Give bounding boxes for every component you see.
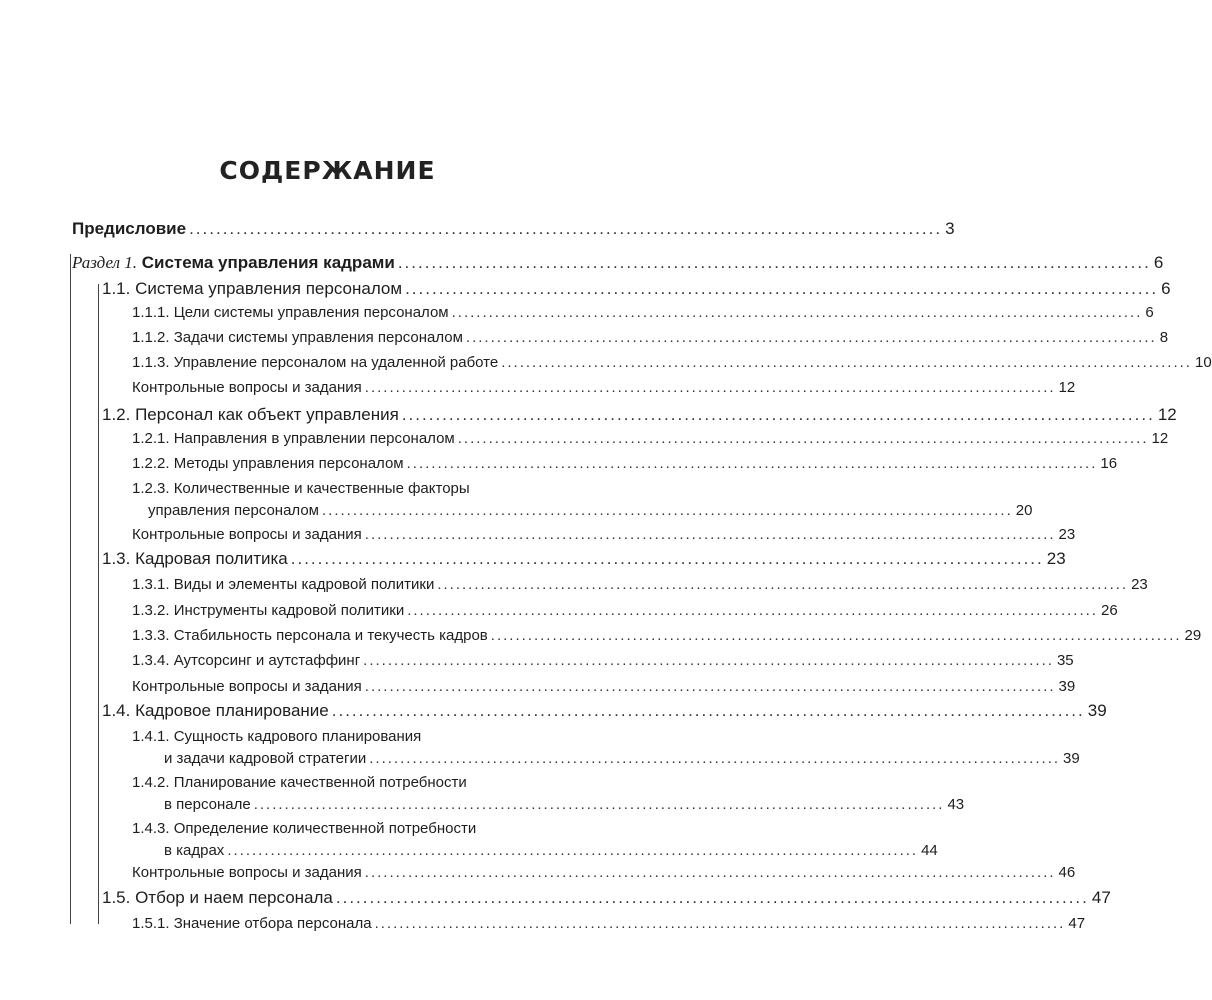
toc-entry-review-questions[interactable]	[132, 524, 1076, 550]
toc-entry-label: 1.3.2. Инструменты кадровой политики	[132, 602, 405, 619]
toc-entry-label-continued: управления персоналом	[148, 502, 319, 519]
toc-entry-section[interactable]	[72, 252, 1164, 278]
toc-page-number: 23	[1046, 549, 1066, 568]
toc-entry-label: 1.5.1. Значение отбора персонала	[132, 915, 372, 932]
leader-dots: ................................................................................................................	[290, 549, 1044, 568]
toc-entry-subchapter[interactable]	[132, 772, 965, 818]
toc-entry-label: 1.1.3. Управление персоналом на удаленной работе	[132, 354, 499, 371]
toc-entry-label: 1.4.3. Определение количественной потребности	[132, 820, 477, 837]
leader-dots: ................................................................................................................	[465, 329, 1157, 346]
toc-entry-label: 1.3.1. Виды и элементы кадровой политики	[132, 576, 435, 593]
toc-entry-chapter[interactable]	[102, 700, 1107, 726]
toc-entry-label: 1.3.4. Аутсорсинг и аутстаффинг	[132, 652, 361, 669]
leader-dots: ................................................................................................................	[364, 678, 1056, 695]
leader-dots: ................................................................................................................	[406, 455, 1098, 472]
toc-entry-label: 1.1.2. Задачи системы управления персоналом	[132, 329, 463, 346]
toc-page-number: 29	[1184, 627, 1202, 644]
toc-entry-label: 1.5. Отбор и наем персонала	[102, 888, 333, 907]
leader-dots: ................................................................................................................	[374, 915, 1066, 932]
leader-dots: ................................................................................................................	[401, 405, 1155, 424]
toc-entry-subchapter[interactable]	[132, 913, 1086, 939]
toc-page-number: 47	[1068, 915, 1086, 932]
toc-entry-chapter[interactable]	[102, 404, 1177, 430]
toc-page-number: 6	[1153, 253, 1164, 272]
toc-entry-subchapter[interactable]	[132, 478, 1033, 524]
leader-dots: ................................................................................................................	[331, 701, 1085, 720]
toc-entry-chapter[interactable]	[102, 548, 1066, 574]
toc-page-number: 47	[1091, 888, 1111, 907]
toc-page-number: 6	[1161, 279, 1171, 298]
toc-page-number: 12	[1157, 405, 1177, 424]
toc-page-number: 43	[947, 796, 965, 813]
leader-dots: ................................................................................................................	[457, 430, 1149, 447]
leader-dots: ................................................................................................................	[335, 888, 1089, 907]
toc-entry-label: 1.2.3. Количественные и качественные факторы	[132, 480, 470, 497]
toc-entry-subchapter[interactable]	[132, 453, 1118, 479]
section-prefix: Раздел 1.	[72, 253, 137, 272]
toc-entry-subchapter[interactable]	[132, 650, 1074, 676]
toc-page-number: 12	[1151, 430, 1169, 447]
toc-entry-label: 1.1. Система управления персоналом	[102, 279, 403, 298]
toc-page-number: 16	[1100, 455, 1118, 472]
toc-entry-label-continued: в персонале	[164, 796, 251, 813]
section-guide-line	[70, 254, 71, 924]
leader-dots: ................................................................................................................	[253, 796, 945, 813]
toc-page-number: 10	[1194, 354, 1212, 371]
toc-entry-subchapter[interactable]	[132, 302, 1154, 328]
toc-entry-review-questions[interactable]	[132, 862, 1076, 888]
toc-entry-label: 1.4. Кадровое планирование	[102, 701, 329, 720]
leader-dots: ................................................................................................................	[189, 219, 943, 238]
toc-entry-label: Контрольные вопросы и задания	[132, 678, 362, 695]
toc-entry-label-continued: и задачи кадровой стратегии	[164, 750, 367, 767]
toc-page-number: 26	[1100, 602, 1118, 619]
leader-dots: ................................................................................................................	[405, 279, 1159, 298]
toc-entry-label: Система управления кадрами	[141, 253, 395, 272]
leader-dots: ................................................................................................................	[364, 526, 1056, 543]
toc-entry-label: 1.1.1. Цели системы управления персоналом	[132, 304, 449, 321]
toc-entry-chapter[interactable]	[102, 278, 1171, 304]
toc-entry-label: 1.2. Персонал как объект управления	[102, 405, 399, 424]
toc-entry-label: Контрольные вопросы и задания	[132, 379, 362, 396]
toc-page-number: 3	[945, 219, 955, 238]
leader-dots: ................................................................................................................	[407, 602, 1098, 619]
subsection-guide-line	[98, 284, 99, 924]
leader-dots: ................................................................................................................	[501, 354, 1192, 371]
toc-entry-subchapter[interactable]	[132, 726, 1080, 772]
leader-dots: ................................................................................................................	[490, 627, 1182, 644]
toc-entry-subchapter[interactable]	[132, 600, 1118, 626]
toc-page-number: 39	[1058, 678, 1076, 695]
leader-dots: ................................................................................................................	[437, 576, 1129, 593]
toc-entry-subchapter[interactable]	[132, 818, 938, 864]
toc-page-number: 39	[1087, 701, 1107, 720]
toc-entry-label: 1.3.3. Стабильность персонала и текучесть кадров	[132, 627, 488, 644]
toc-entry-label: 1.4.2. Планирование качественной потребности	[132, 774, 467, 791]
toc-page-number: 46	[1058, 864, 1076, 881]
toc-entry-subchapter[interactable]	[132, 625, 1202, 651]
toc-page-number: 6	[1145, 304, 1154, 321]
toc-entry-label: 1.3. Кадровая политика	[102, 549, 288, 568]
toc-entry-label: Контрольные вопросы и задания	[132, 864, 362, 881]
toc-entry-label-continued: в кадрах	[164, 842, 225, 859]
leader-dots: ................................................................................................................	[322, 502, 1013, 519]
toc-page-number: 39	[1063, 750, 1080, 767]
toc-entry-label: 1.4.1. Сущность кадрового планирования	[132, 728, 422, 745]
leader-dots: ................................................................................................................	[397, 253, 1151, 272]
toc-page-number: 12	[1058, 379, 1076, 396]
toc-entry-preface[interactable]	[72, 218, 955, 244]
leader-dots: ................................................................................................................	[364, 379, 1056, 396]
leader-dots: ................................................................................................................	[227, 842, 919, 859]
toc-entry-chapter[interactable]	[102, 887, 1111, 913]
leader-dots: ................................................................................................................	[364, 864, 1056, 881]
toc-page-number: 44	[921, 842, 938, 859]
toc-entry-review-questions[interactable]	[132, 676, 1076, 702]
toc-page-number: 23	[1131, 576, 1148, 593]
toc-page-number: 8	[1159, 329, 1169, 346]
toc-page-number: 23	[1058, 526, 1076, 543]
page-title: СОДЕРЖАНИЕ	[219, 156, 436, 185]
toc-entry-subchapter[interactable]	[132, 327, 1169, 353]
toc-entry-label: Контрольные вопросы и задания	[132, 526, 362, 543]
toc-entry-subchapter[interactable]	[132, 428, 1169, 454]
toc-page-number: 20	[1015, 502, 1033, 519]
toc-entry-subchapter[interactable]	[132, 574, 1148, 600]
leader-dots: ................................................................................................................	[451, 304, 1143, 321]
toc-entry-subchapter[interactable]	[132, 352, 1212, 378]
leader-dots: ................................................................................................................	[369, 750, 1061, 767]
toc-page-number: 35	[1056, 652, 1074, 669]
toc-entry-label: 1.2.1. Направления в управлении персоналом	[132, 430, 455, 447]
toc-entry-label: 1.2.2. Методы управления персоналом	[132, 455, 404, 472]
toc-entry-label: Предисловие	[72, 219, 187, 238]
toc-entry-review-questions[interactable]	[132, 377, 1076, 403]
leader-dots: ................................................................................................................	[363, 652, 1054, 669]
